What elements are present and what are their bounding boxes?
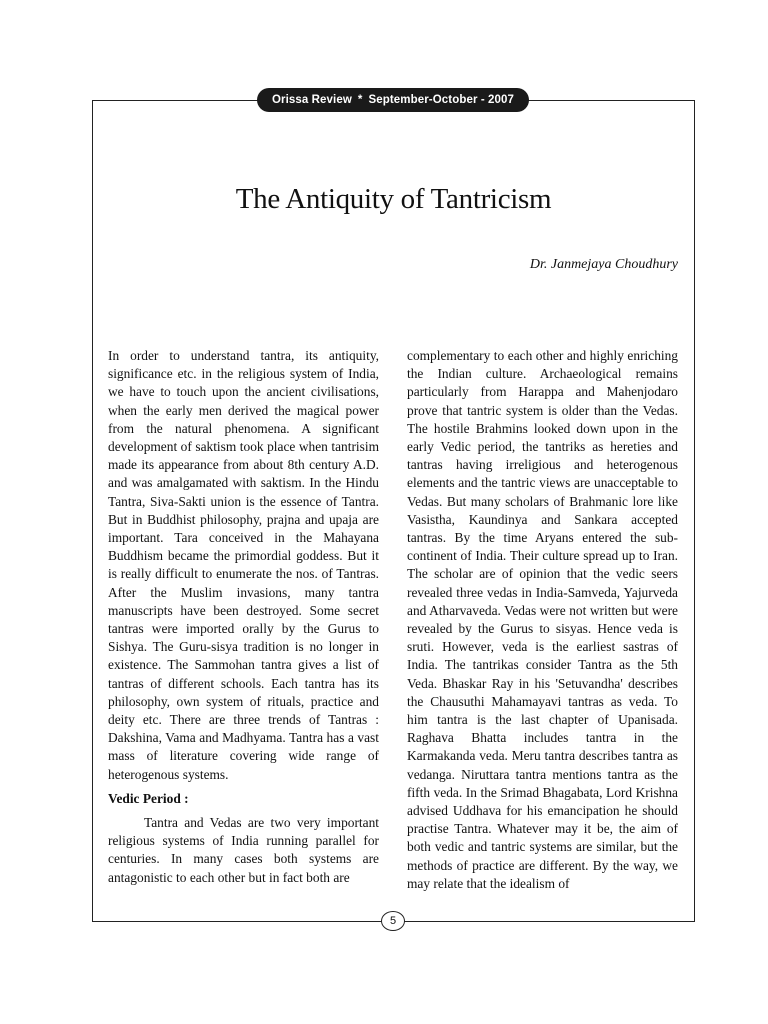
intro-paragraph: In order to understand tantra, its antiquity, significance etc. in the religious system of India, we have to touch upon the ancient civilisations, when the early men derived the magical power from the natural phenomena. A significant development of saktism took place when tantrisim made its appearance from about 8th century A.D. and was amalgamated with saktism. In the Hindu Tantra, Siva-Sakti union is the essence of Tantra. But in Buddhist philosophy, prajna and upaja are important. Tara conceived in the Mahayana Buddhism became the primordial goddess. But it is really difficult to enumerate the nos. of Tantras. After the Muslim invasions, many tantra manuscripts have been destroyed. Some secret tantras were imported orally by the Gurus to Sishya. The Guru-sisya tradition is no longer in existence. The Sammohan tantra gives a list of tantras of different schools. Each tantra has its philosophy, own system of rituals, practice and deity etc. There are three trends of Tantras : Dakshina, Vama and Madhyama. Tantra has a vast mass of literature covering wide range of heterogenous systems. [108, 348, 379, 782]
section-heading-vedic-period: Vedic Period : [108, 790, 189, 806]
journal-header-banner [257, 88, 529, 112]
vedic-period-paragraph: Tantra and Vedas are two very important religious systems of India running parallel for centuries. In many cases both systems are antagonistic to each other but in fact both are [108, 815, 379, 885]
right-text-column [407, 347, 678, 893]
page-number: 5 [381, 911, 405, 931]
continuation-paragraph: complementary to each other and highly enriching the Indian culture. Archaeological remains particularly from Harappa and Mahenjodaro prove that tantric system is older than the Vedas. The hostile Brahmins looked down upon in the early Vedic period, the tantriks as hereties and tantras having irreligious and heterogenous elements and the tantric views are unacceptable to Vedas. But many scholars of Brahmanic lore like Vasistha, Kaundinya and Sankara accepted tantras. By the time Aryans entered the sub-continent of India. Their culture spread up to Iran. The scholar are of opinion that the vedic seers revealed three vedas in India-Samveda, Yajurveda and Atharvaveda. Vedas were not written but were revealed by the Gurus to sisyas. Hence veda is sruti. However, veda is the earliest sastras of India. The tantrikas consider Tantra as the 5th Veda. Bhaskar Ray in his 'Setuvandha' describes the Chausuthi Mahamayavi tantras as veda. To him tantra is the last chapter of Upanisada. Raghava Bhatta includes tantra in the Karmakanda veda. Meru tantra describes tantra as vedanga. Niruttara tantra mentions tantra as the fifth veda. In the Srimad Bhagabata, Lord Krishna advised Uddhava for his emancipation he should practise Tantra. Whatever may it be, the aim of both vedic and tantric systems are similar, but the methods of practice are different. By the way, we may relate that the idealism of [407, 348, 678, 891]
journal-name: Orissa Review [271, 94, 352, 106]
article-title: The Antiquity of Tantricism [235, 183, 552, 215]
left-text-column [108, 347, 379, 887]
header-separator: * [357, 94, 363, 106]
article-author: Dr. Janmejaya Choudhury [529, 257, 678, 272]
journal-issue: September-October - 2007 [368, 94, 515, 106]
